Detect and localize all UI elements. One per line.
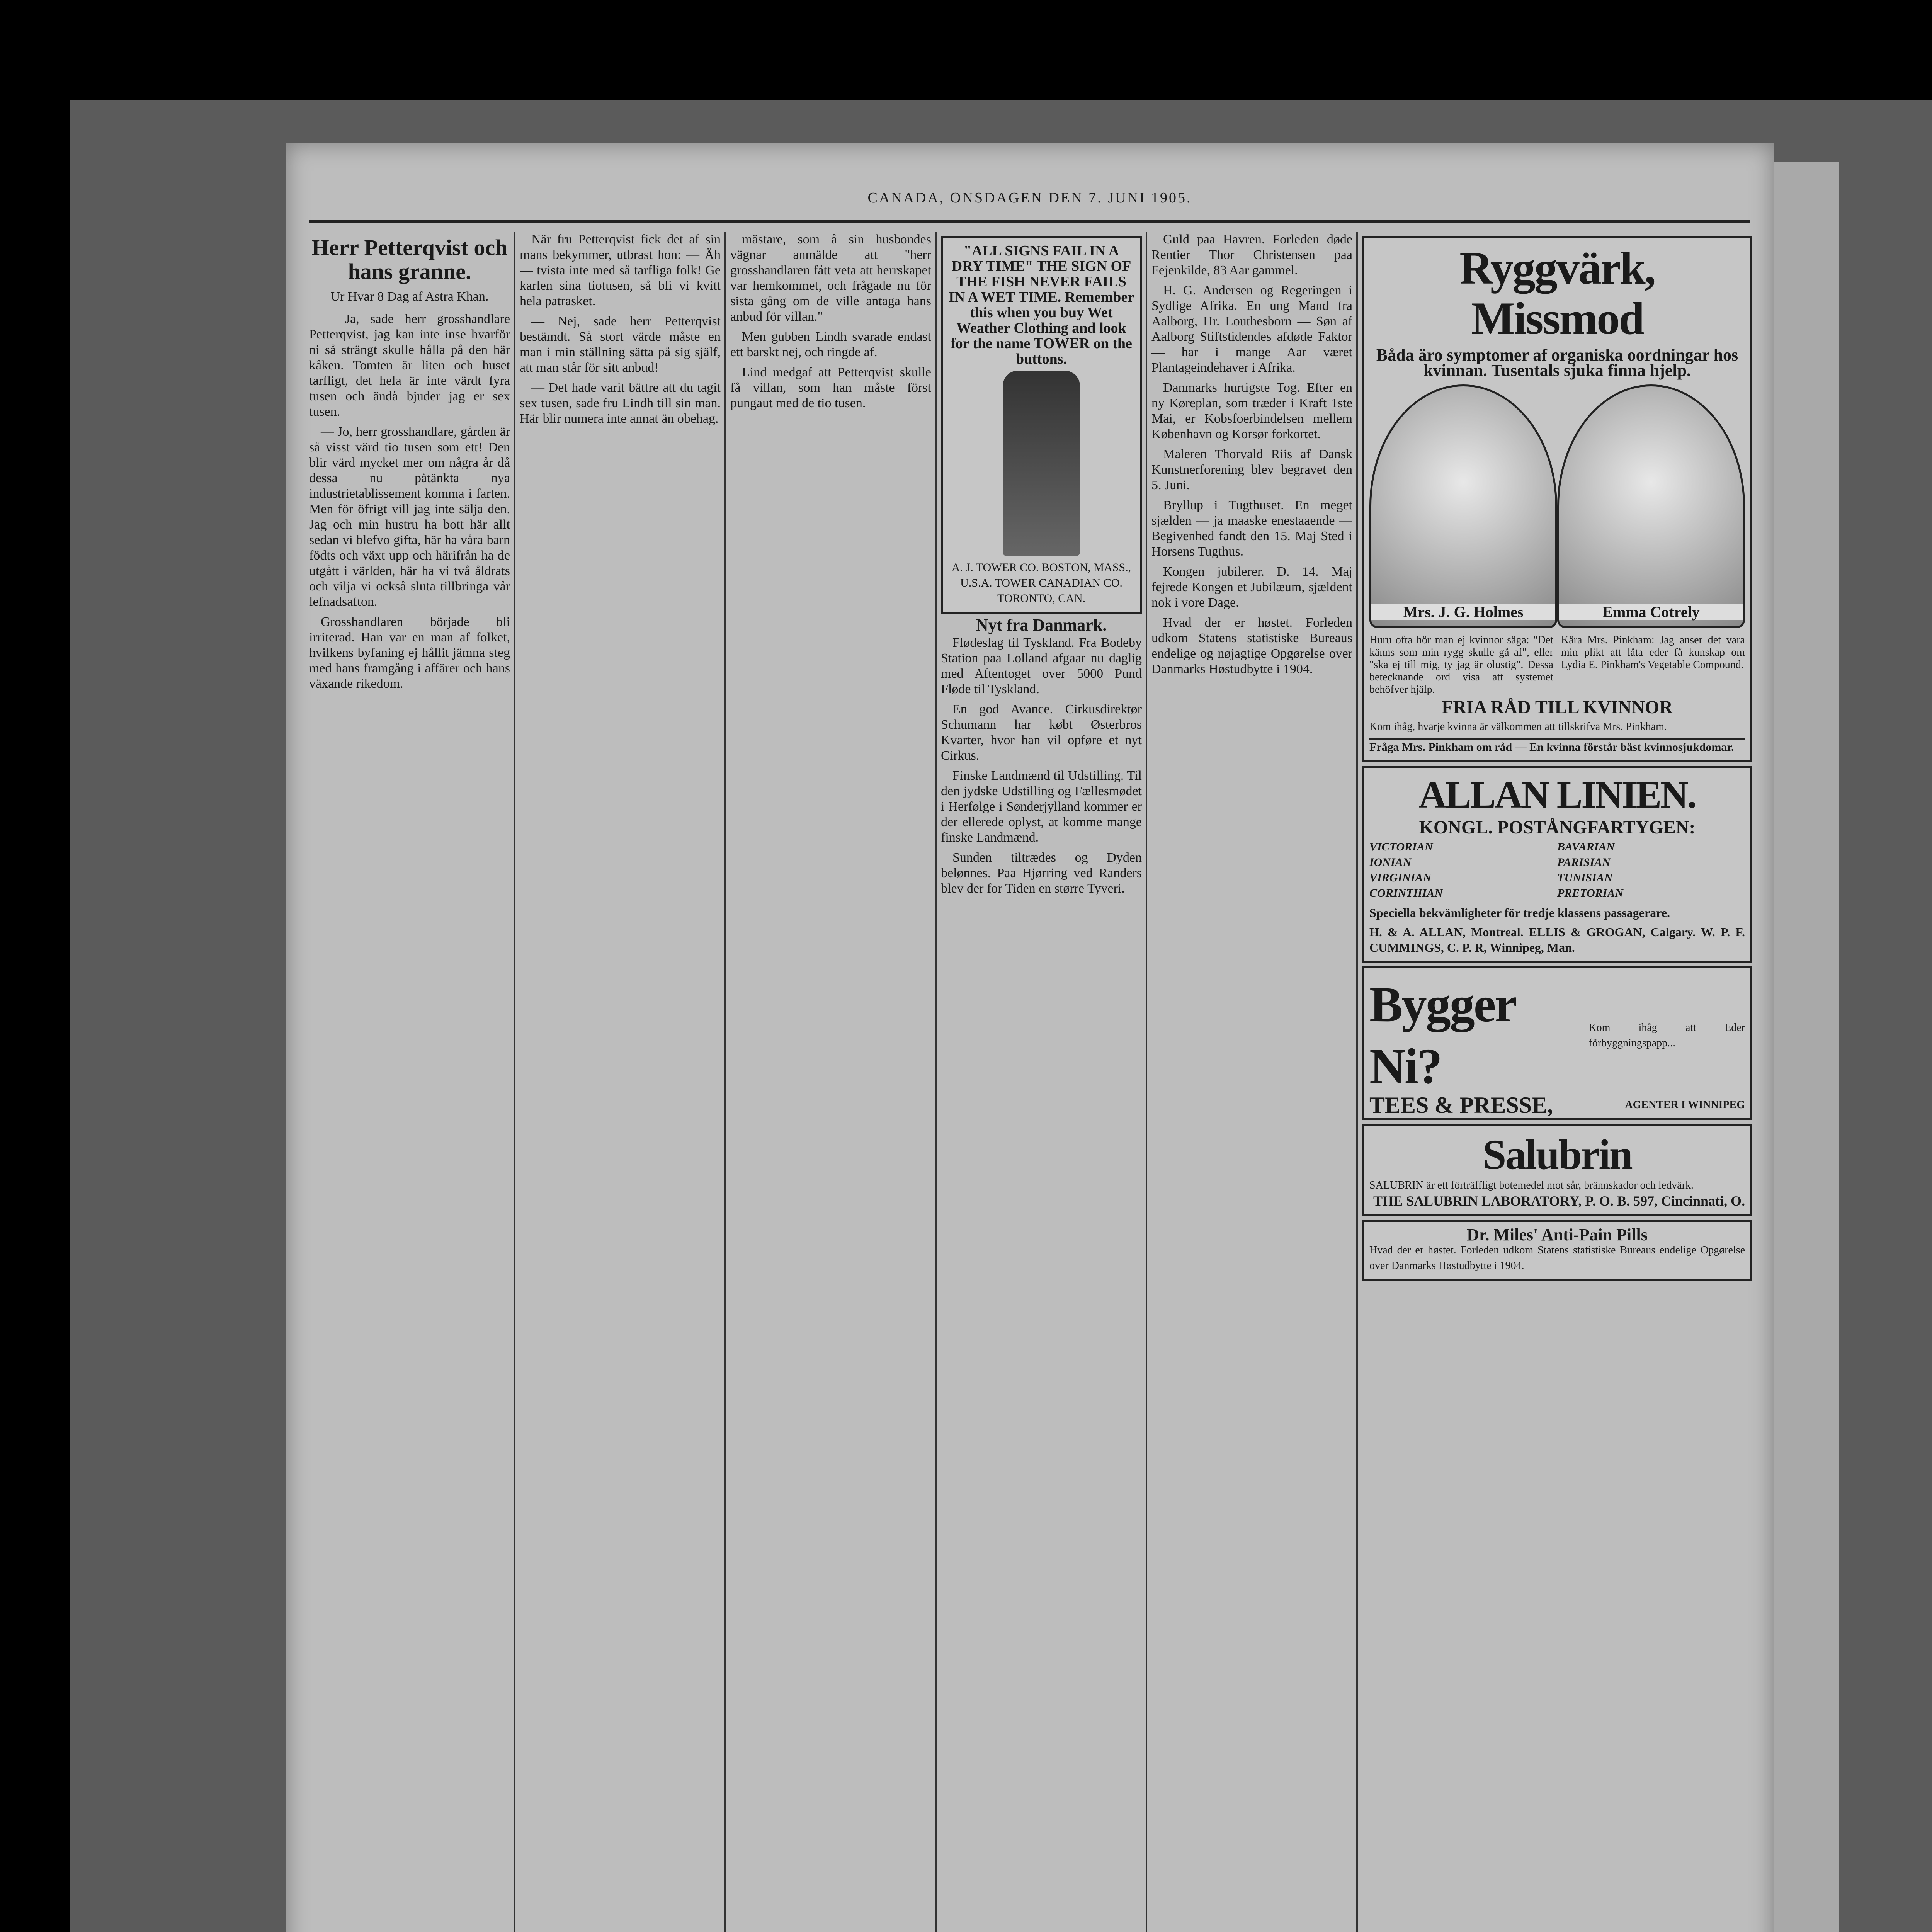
article-title: Herr Petterqvist och hans granne.: [311, 235, 508, 284]
paragraph: När fru Petterqvist fick det af sin mans bekymmer, utbrast hon: — Äh — tvista inte med så tarfliga folk! Ge karlen sina tiotusen, så bli vi kvitt hela patrasket.: [520, 232, 721, 308]
paragraph: Lind medgaf att Petterqvist skulle få villan, som han måste först pungaut med de tio tusen.: [730, 365, 931, 410]
ad-headline: Ryggvärk, Missmod: [1459, 242, 1655, 344]
news-item: Danmarks hurtigste Tog. Efter en ny Køreplan, som træder i Kraft 1ste Mai, er Kobsfoerbindelsen mellem København og Korsør forkortet.: [1151, 381, 1352, 441]
ad-headline: ALLAN LINIEN.: [1418, 773, 1696, 816]
column-rule: [514, 232, 515, 1932]
ship-name: CORINTHIAN: [1369, 887, 1443, 900]
column-2: [520, 232, 721, 1932]
ad-side: Kom ihåg att Eder förbyggningspapp...: [1588, 1022, 1745, 1049]
newspaper-page: [286, 143, 1774, 1932]
bygger-ni-ad: [1362, 966, 1752, 1120]
paragraph: — Ja, sade herr grosshandlare Petterqvist, jag kan inte inse hvarför ni så strängt skulle hålla på den här kåken. Tomten är liten och huset tarfligt, det hela är inte värdt fyra tusen och ändå bjuder jag er sex tusen.: [309, 312, 510, 419]
column-rule: [724, 232, 726, 1932]
ad-agents: H. & A. ALLAN, Montreal. ELLIS & GROGAN, Calgary. W. P. F. CUMMINGS, C. P. R, Winnipeg, Man.: [1369, 925, 1745, 954]
allan-line-ad: [1362, 766, 1752, 963]
adjacent-page-strip: [1774, 162, 1839, 1932]
ship-name: IONIAN: [1369, 856, 1412, 869]
news-item: Guld paa Havren. Forleden døde Rentier Thor Christensen paa Fejenkilde, 83 Aar gammel.: [1151, 232, 1352, 277]
paragraph: mästare, som å sin husbondes vägnar anmälde att "herr grosshandlaren fått veta att herrskapet var hemkommet, och frågade nu för sista gång om de ville antaga hans anbud för villan.": [730, 232, 931, 324]
ad-text: Hvad der er høstet. Forleden udkom Statens statistiske Bureaus endelige Opgørelse over Danmarks Høstudbytte i 1904.: [1369, 1244, 1745, 1272]
salubrin-ad: [1362, 1124, 1752, 1216]
fisherman-illustration: [1003, 371, 1080, 556]
miles-pills-ad: [1362, 1220, 1752, 1281]
column-5: [1151, 232, 1352, 1932]
offer-text: Kom ihåg, hvarje kvinna är välkommen att tillskrifva Mrs. Pinkham.: [1369, 721, 1667, 733]
column-4: [941, 232, 1142, 1932]
ad-headline: Dr. Miles' Anti-Pain Pills: [1467, 1225, 1648, 1244]
ship-name: VIRGINIAN: [1369, 871, 1432, 884]
ad-note: Speciella bekvämligheter för tredje klassens passagerare.: [1369, 906, 1670, 920]
ad-body: [1369, 634, 1745, 696]
ad-body-right: Kära Mrs. Pinkham: Jag anser det vara min plikt att låta eder få kunskap om Lydia E. Pinkham's Vegetable Compound.: [1561, 634, 1745, 671]
ad-agent: AGENTER I WINNIPEG: [1625, 1099, 1745, 1111]
news-item: Flødeslag til Tyskland. Fra Bodeby Station paa Lolland afgaar nu daglig med Aftentoget over 5000 Pund Fløde til Tyskland.: [941, 636, 1142, 696]
masthead: CANADA, ONSDAGEN DEN 7. JUNI 1905.: [867, 190, 1192, 206]
ad-text: SALUBRIN är ett förträffligt botemedel mot sår, brännskador och ledvärk.: [1369, 1179, 1694, 1191]
section-title: Nyt fra Danmark.: [976, 616, 1107, 634]
news-item: Bryllup i Tugthuset. En meget sjælden — ja maaske enestaaende — Begivenhed fandt den 15. Maj Sted i Horsens Tugthus.: [1151, 498, 1352, 559]
ad-footer-row: [1369, 1092, 1745, 1118]
offer-title: FRIA RÅD TILL KVINNOR: [1442, 697, 1673, 718]
ad-body-left: Huru ofta hör man ej kvinnor säga: "Det känns som min rygg skulle gå af", eller "ska ej till mig, ty jag är olustig". Dessa betecknande ord visa att systemet behöfver hjälp.: [1369, 634, 1553, 696]
news-item: Finske Landmænd til Udstilling. Til den jydske Udstilling og Fællesmødet i Herfølge i Sønderjylland kommer er der ellerede oplyst, at komme mange finske Landmænd.: [941, 769, 1142, 845]
masthead-rule: [309, 220, 1750, 223]
paragraph: — Det hade varit bättre att du tagit sex tusen, sade fru Lindh till sin man. Här blir numera inte annat än obehag.: [520, 381, 721, 426]
ad-company: THE SALUBRIN LABORATORY, P. O. B. 597, Cincinnati, O.: [1373, 1193, 1745, 1209]
column-6-ads: [1362, 232, 1752, 1932]
news-item: En god Avance. Cirkusdirektør Schumann har købt Østerbros Kvarter, hvor han vil opføre et nyt Cirkus.: [941, 702, 1142, 763]
ad-headline: Salubrin: [1483, 1131, 1632, 1178]
ship-name: PRETORIAN: [1557, 887, 1624, 900]
news-item: Hvad der er høstet. Forleden udkom Statens statistiske Bureaus endelige og nøjagtige Opgørelse over Danmarks Høstudbytte i 1904.: [1151, 616, 1352, 676]
article-byline: Ur Hvar 8 Dag af Astra Khan.: [330, 289, 489, 304]
portrait-right: [1557, 384, 1745, 628]
paragraph: — Jo, herr grosshandlare, gården är så visst värd tio tusen som ett! Den blir värd mycket mer om några år då dessa nu påtänkta nya industrietablissement komma i farten. Men för öfrigt vill jag inte sälja den. Jag och min hustru ha bott här allt sedan vi blefvo gifta, här ha våra barn födts och växt upp och härifrån ha de utgått i världen, här ha vi två åldrats och vilja vi också sluta tillbringa vår lefnadsafton.: [309, 425, 510, 609]
portrait-caption: Emma Cotrely: [1559, 604, 1743, 620]
ad-text: "ALL SIGNS FAIL IN A DRY TIME" THE SIGN OF THE FISH NEVER FAILS IN A WET TIME. Remember this when you buy Wet Weather Clothing and look for the name TOWER on the buttons.: [948, 243, 1134, 367]
portrait-caption: Mrs. J. G. Holmes: [1371, 604, 1555, 620]
ad-subhead: KONGL. POSTÅNGFARTYGEN:: [1419, 817, 1696, 838]
ship-name: PARISIAN: [1557, 856, 1611, 869]
column-3: [730, 232, 931, 1932]
ship-name: BAVARIAN: [1557, 840, 1615, 853]
column-1: [309, 232, 510, 1932]
column-rule: [1146, 232, 1147, 1932]
pinkham-ad: [1362, 236, 1752, 762]
ship-name: VICTORIAN: [1369, 840, 1433, 853]
ad-footer: TEES & PRESSE,: [1369, 1092, 1553, 1118]
ad-subhead: Båda äro symptomer af organiska oordningar hos kvinnan. Tusentals sjuka finna hjelp.: [1376, 345, 1738, 380]
tower-raincoat-ad: [941, 236, 1142, 614]
ship-name: TUNISIAN: [1557, 871, 1613, 884]
paragraph: Men gubben Lindh svarade endast ett barskt nej, och ringde af.: [730, 330, 931, 359]
news-item: Sunden tiltrædes og Dyden belønnes. Paa Hjørring ved Randers blev der for Tiden en større Tyveri.: [941, 850, 1142, 896]
column-rule: [935, 232, 937, 1932]
ship-list: [1369, 839, 1745, 901]
column-rule: [1356, 232, 1358, 1932]
news-item: H. G. Andersen og Regeringen i Sydlige Afrika. En ung Mand fra Aalborg, Hr. Louthesborn — Søn af Aalborg Stiftstidendes afdøde Faktor — har i mange Aar været Plantageindehaver i Afrika.: [1151, 283, 1352, 375]
portrait-left: [1369, 384, 1557, 628]
ad-headline: Bygger Ni?: [1369, 977, 1516, 1094]
news-item: Kongen jubilerer. D. 14. Maj fejrede Kongen et Jubilæum, sjældent nok i vore Dage.: [1151, 565, 1352, 610]
portraits: [1369, 384, 1745, 628]
ad-company: A. J. TOWER CO. BOSTON, MASS., U.S.A. TOWER CANADIAN CO. TORONTO, CAN.: [951, 561, 1131, 605]
paragraph: — Nej, sade herr Petterqvist bestämdt. Så stort värde måste en man i min ställning sätta på sig själf, att man står för sitt anbud!: [520, 314, 721, 375]
ad-footer: Fråga Mrs. Pinkham om råd — En kvinna förstår bäst kvinnosjukdomar.: [1369, 738, 1745, 755]
ad-row: [1369, 974, 1745, 1097]
news-item: Maleren Thorvald Riis af Dansk Kunstnerforening blev begravet den 5. Juni.: [1151, 447, 1352, 492]
paragraph: Grosshandlaren började bli irriterad. Han var en man af folket, hvilkens byfaning ej hållit jämna steg med hans framgång i affärer och hans växande rikedom.: [309, 615, 510, 691]
